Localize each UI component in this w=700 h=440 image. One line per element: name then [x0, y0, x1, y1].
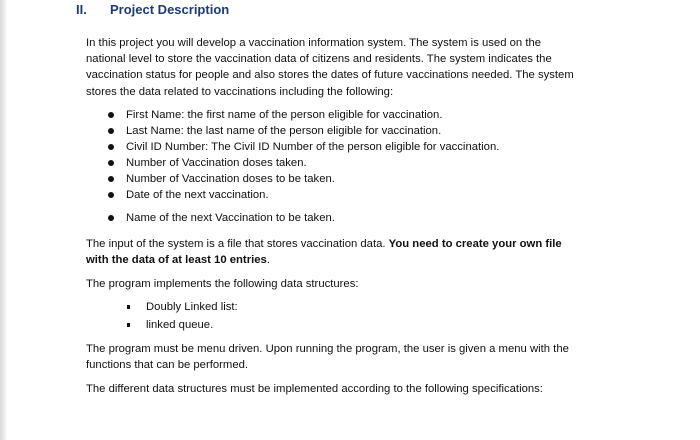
- list-item: [126, 298, 238, 316]
- list-item: [108, 139, 499, 155]
- specs-text: The different data structures must be implemented according to the following specifications:: [86, 383, 543, 395]
- list-item: [108, 171, 499, 187]
- list-item-text: Name of the next Vaccination to be taken.: [126, 212, 335, 224]
- input-text: The input of the system is a file that stores vaccination data.: [86, 238, 389, 250]
- intro-line: vaccination status for people and also stores the dates of future vaccinations needed. The system: [86, 69, 574, 82]
- bullet-icon: [108, 144, 114, 150]
- bullet-icon: [108, 215, 114, 221]
- bullet-icon: [108, 160, 114, 166]
- bullet-icon: [108, 192, 114, 198]
- input-emphasis: with the data of at least 10 entries: [86, 254, 267, 267]
- specs-paragraph: [86, 381, 626, 397]
- list-item-text: Date of the next vaccination.: [126, 189, 269, 201]
- section-title: Project Description: [110, 2, 230, 17]
- menu-line: functions that can be performed.: [86, 359, 249, 372]
- intro-paragraph: [86, 35, 626, 100]
- list-item-text: Number of Vaccination doses to be taken.: [126, 173, 335, 185]
- structures-list: [126, 298, 238, 334]
- list-item-text: Number of Vaccination doses taken.: [126, 157, 307, 169]
- input-line: [86, 236, 626, 252]
- list-item-text: First Name: the first name of the person eligible for vaccination.: [126, 109, 443, 121]
- list-item: [108, 155, 499, 171]
- bullet-icon: [108, 176, 114, 182]
- input-paragraph: [86, 236, 626, 268]
- bullet-icon: [108, 128, 114, 134]
- bullet-icon: [108, 112, 114, 118]
- square-bullet-icon: [127, 305, 130, 309]
- list-item-text: Civil ID Number: The Civil ID Number of the person eligible for vaccination.: [126, 141, 500, 153]
- input-emphasis: You need to create your own file: [388, 238, 562, 250]
- section-number: II.: [76, 2, 87, 17]
- structures-intro: [86, 276, 626, 292]
- intro-line: In this project you will develop a vaccination information system. The system is used on the: [86, 37, 542, 49]
- list-item-text: Last Name: the last name of the person eligible for vaccination.: [126, 125, 442, 137]
- input-text: .: [266, 254, 270, 267]
- list-item: [108, 210, 499, 226]
- structures-intro-text: The program implements the following data structures:: [86, 278, 359, 290]
- menu-paragraph: [86, 341, 626, 373]
- list-item: [108, 107, 499, 123]
- list-item: [108, 123, 499, 139]
- list-item: [126, 316, 238, 334]
- fields-list: [108, 107, 499, 226]
- list-item-text: Doubly Linked list:: [146, 301, 238, 313]
- page-edge-shadow: [0, 0, 6, 440]
- intro-line: national level to store the vaccination data of citizens and residents. The system indicates the: [86, 53, 552, 66]
- input-line: [86, 252, 626, 268]
- intro-line: stores the data related to vaccinations including the following:: [86, 85, 394, 98]
- list-item-text: linked queue.: [146, 319, 214, 331]
- section-heading: [76, 2, 229, 20]
- list-item: [108, 187, 499, 203]
- menu-line: The program must be menu driven. Upon running the program, the user is given a menu with the: [86, 343, 569, 355]
- square-bullet-icon: [127, 323, 130, 327]
